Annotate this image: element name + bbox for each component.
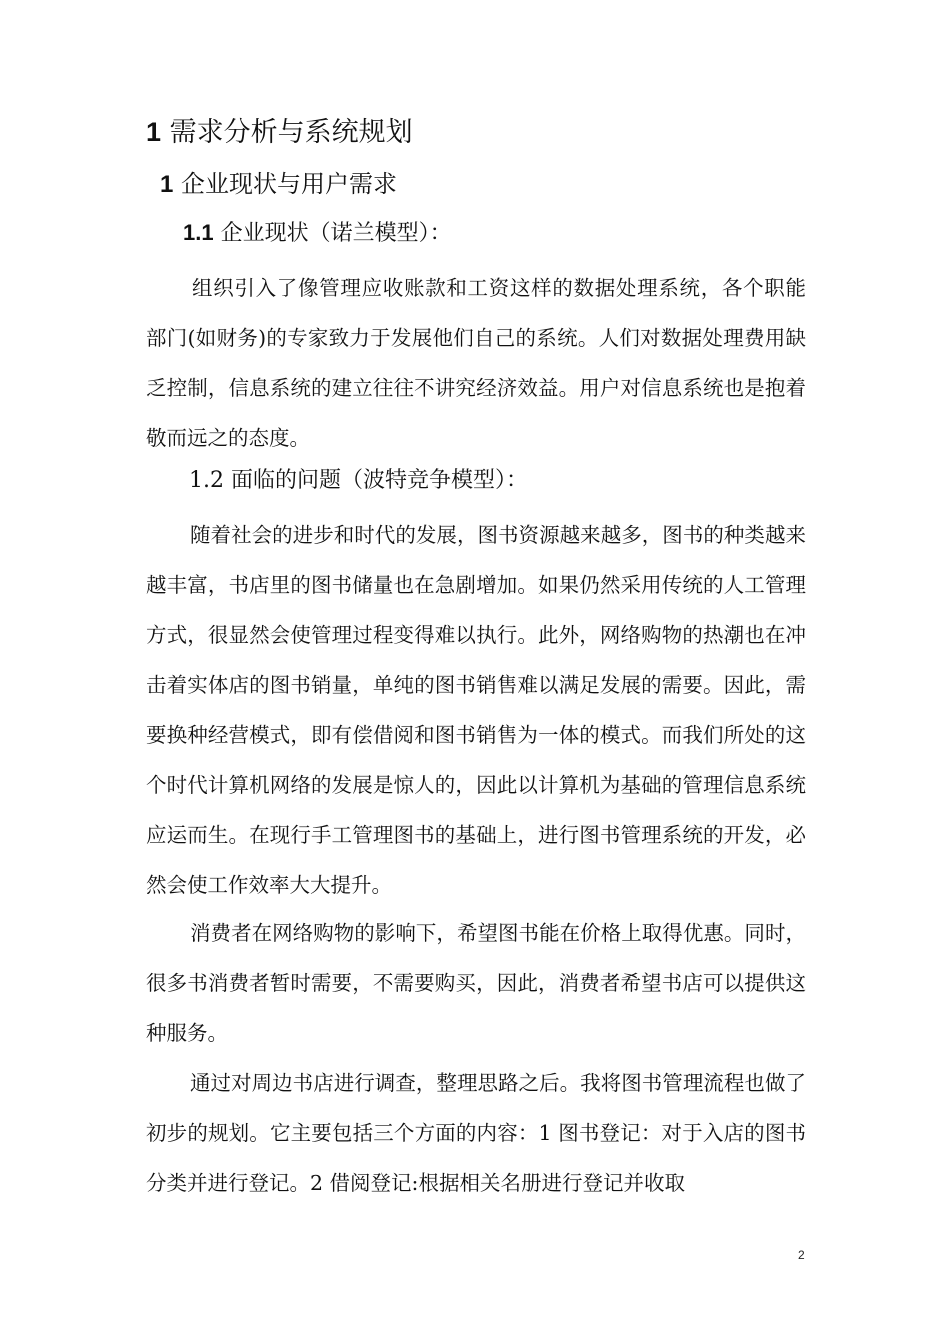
paragraph-consumers: 消费者在网络购物的影响下，希望图书能在价格上取得优惠。同时，很多书消费者暂时需要，不需要购买，因此，消费者希望书店可以提供这种服务。 — [146, 921, 806, 1045]
heading-text: 企业现状（诺兰模型）： — [220, 221, 452, 246]
section-heading-problems: 1.2 面临的问题（波特竞争模型）： — [189, 468, 528, 493]
heading-number: 1 — [146, 117, 162, 147]
heading-text: 需求分析与系统规划 — [169, 117, 413, 148]
paragraph-planning: 通过对周边书店进行调查，整理思路之后。我将图书管理流程也做了初步的规划。它主要包括三个方面的内容：1 图书登记：对于入店的图书分类并进行登记。2 借阅登记:根据相关名册进行登记并收取 — [146, 1071, 806, 1195]
heading-number: 1.1 — [183, 220, 214, 245]
paragraph-enterprise-status: 组织引入了像管理应收账款和工资这样的数据处理系统，各个职能部门(如财务)的专家致力于发展他们自己的系统。人们对数据处理费用缺乏控制，信息系统的建立往往不讲究经济效益。用户对信息系统也是抱着敬而远之的态度。 — [146, 276, 806, 450]
page-number: 2 — [798, 1248, 805, 1262]
section-heading-level2 — [160, 166, 397, 203]
section-heading-level3 — [183, 216, 452, 251]
heading-text: 企业现状与用户需求 — [181, 170, 397, 198]
paragraph-problems: 随着社会的进步和时代的发展，图书资源越来越多，图书的种类越来越丰富，书店里的图书储量也在急剧增加。如果仍然采用传统的人工管理方式，很显然会使管理过程变得难以执行。此外，网络购物的热潮也在冲击着实体店的图书销量，单纯的图书销售难以满足发展的需要。因此，需要换种经营模式，即有偿借阅和图书销售为一体的模式。而我们所处的这个时代计算机网络的发展是惊人的，因此以计算机为基础的管理信息系统应运而生。在现行手工管理图书的基础上，进行图书管理系统的开发，必然会使工作效率大大提升。 — [146, 523, 806, 897]
heading-number: 1 — [160, 171, 174, 198]
section-heading-level1 — [146, 112, 413, 153]
